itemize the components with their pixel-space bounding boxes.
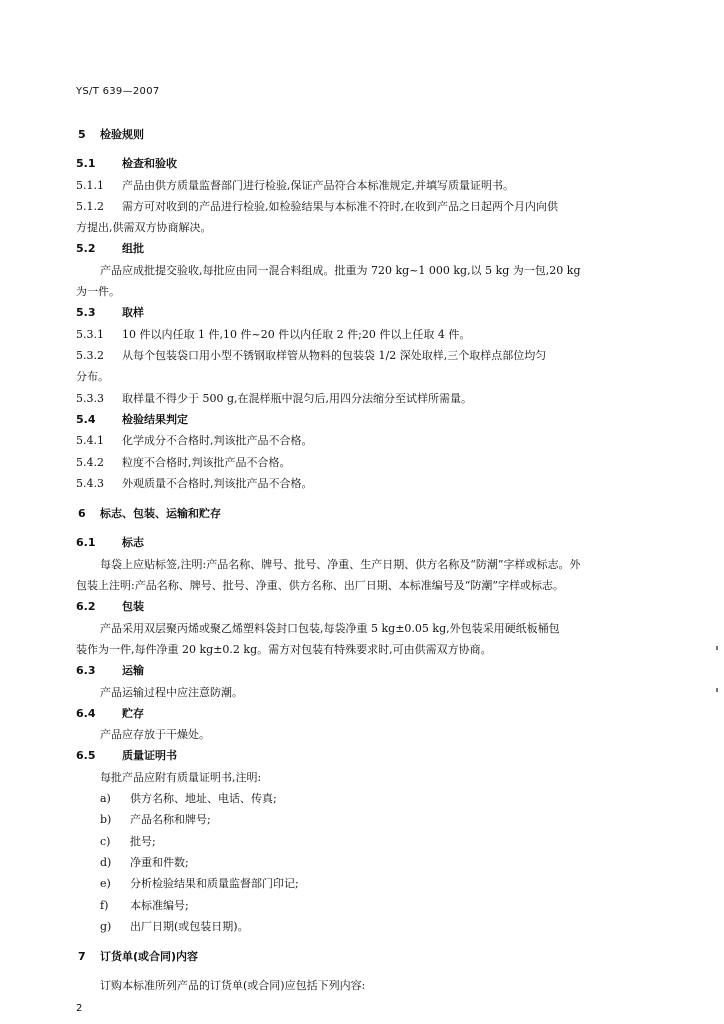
clause-number: 5.3.2 (76, 349, 104, 362)
clause-title: 运输 (122, 664, 144, 677)
clause-title: 检验结果判定 (122, 413, 188, 426)
list-item-text: 出厂日期(或包装日期)。 (130, 920, 249, 933)
section-6-3-heading (76, 665, 144, 676)
list-item-label: f) (100, 899, 109, 912)
clause-text: 粒度不合格时,判该批产品不合格。 (122, 456, 291, 469)
clause-title: 组批 (122, 242, 144, 255)
section-6-5-intro: 每批产品应附有质量证明书,注明: (100, 771, 262, 784)
list-item (100, 836, 156, 847)
clause-text: 从每个包装袋口用小型不锈钢取样管从物料的包装袋 1/2 深处取样,三个取样点部位均匀 (122, 349, 547, 362)
clause-number: 5.2 (76, 242, 96, 255)
clause-text: 外观质量不合格时,判该批产品不合格。 (122, 477, 313, 490)
clause-number: 6.2 (76, 600, 96, 613)
section-title: 检验规则 (100, 128, 144, 141)
section-7-heading (78, 951, 198, 962)
clause-text: 化学成分不合格时,判该批产品不合格。 (122, 434, 313, 447)
clause-5-1-2-continued: 方提出,供需双方协商解决。 (76, 221, 212, 234)
list-item (100, 814, 211, 825)
clause-5-1-1 (76, 180, 514, 191)
section-6-4-text: 产品应存放于干燥处。 (100, 728, 210, 741)
standard-code-header: YS/T 639—2007 (76, 86, 160, 97)
section-number: 5 (78, 128, 86, 141)
section-6-4-heading (76, 708, 144, 719)
list-item-text: 产品名称和牌号; (130, 813, 211, 826)
section-title: 标志、包装、运输和贮存 (100, 507, 221, 520)
clause-number: 5.1 (76, 157, 96, 170)
clause-5-3-1 (76, 329, 470, 340)
section-6-3-text: 产品运输过程中应注意防潮。 (100, 686, 243, 699)
clause-5-3-2 (76, 350, 546, 361)
section-5-2-text: 产品应成批提交验收,每批应由同一混合料组成。批重为 720 kg~1 000 kg,以 5 kg 为一包,20 kg (100, 264, 581, 277)
clause-text: 10 件以内任取 1 件,10 件~20 件以内任取 2 件;20 件以上任取 4 件。 (122, 328, 471, 341)
list-item-text: 净重和件数; (130, 856, 189, 869)
list-item-text: 本标准编号; (130, 899, 189, 912)
clause-number: 5.3.1 (76, 328, 104, 341)
clause-number: 5.4 (76, 413, 96, 426)
section-number: 6 (78, 507, 86, 520)
section-7-text: 订购本标准所列产品的订货单(或合同)应包括下列内容: (100, 979, 366, 992)
clause-number: 5.1.2 (76, 200, 104, 213)
clause-title: 质量证明书 (122, 749, 177, 762)
list-item (100, 857, 189, 868)
clause-number: 6.5 (76, 749, 96, 762)
clause-title: 取样 (122, 306, 144, 319)
list-item (100, 921, 249, 932)
list-item-label: g) (100, 920, 112, 933)
section-6-1-heading (76, 537, 144, 548)
section-5-1-heading (76, 158, 177, 169)
list-item-text: 分析检验结果和质量监督部门印记; (130, 877, 299, 890)
list-item-label: b) (100, 813, 112, 826)
clause-5-1-2 (76, 201, 558, 212)
section-5-3-heading (76, 307, 144, 318)
list-item-text: 供方名称、地址、电话、传真; (130, 792, 277, 805)
section-6-2-text: 产品采用双层聚丙烯或聚乙烯塑料袋封口包装,每袋净重 5 kg±0.05 kg,外包装采用硬纸板桶包 (100, 622, 560, 635)
clause-number: 6.4 (76, 707, 96, 720)
clause-5-4-3 (76, 478, 313, 489)
scan-speck (716, 688, 718, 692)
clause-number: 5.4.3 (76, 477, 104, 490)
clause-5-4-1 (76, 435, 313, 446)
section-6-5-heading (76, 750, 177, 761)
clause-number: 6.1 (76, 536, 96, 549)
section-5-4-heading (76, 414, 188, 425)
clause-5-4-2 (76, 457, 291, 468)
section-6-2-text-continued: 装作为一件,每件净重 20 kg±0.2 kg。需方对包装有特殊要求时,可由供需双方协商。 (76, 643, 492, 656)
section-6-1-text-continued: 包装上注明:产品名称、牌号、批号、净重、供方名称、出厂日期、本标准编号及“防潮”字样或标志。 (76, 579, 564, 592)
clause-title: 标志 (122, 536, 144, 549)
list-item-label: a) (100, 792, 111, 805)
clause-5-3-2-continued: 分布。 (76, 370, 109, 383)
list-item-label: e) (100, 877, 111, 890)
section-6-1-text: 每袋上应贴标签,注明:产品名称、牌号、批号、净重、生产日期、供方名称及“防潮”字样或标志。外 (100, 558, 581, 571)
clause-text: 产品由供方质量监督部门进行检验,保证产品符合本标准规定,并填写质量证明书。 (122, 179, 514, 192)
clause-5-3-3 (76, 393, 472, 404)
page-number: 2 (76, 1003, 83, 1014)
section-6-2-heading (76, 601, 144, 612)
clause-number: 5.1.1 (76, 179, 104, 192)
list-item-label: d) (100, 856, 112, 869)
clause-number: 6.3 (76, 664, 96, 677)
section-5-heading (78, 129, 144, 140)
list-item (100, 900, 189, 911)
list-item (100, 878, 299, 889)
section-title: 订货单(或合同)内容 (100, 950, 199, 963)
clause-number: 5.3.3 (76, 392, 104, 405)
list-item (100, 793, 277, 804)
clause-number: 5.4.2 (76, 456, 104, 469)
clause-title: 包装 (122, 600, 144, 613)
section-6-heading (78, 508, 221, 519)
clause-title: 检查和验收 (122, 157, 177, 170)
clause-number: 5.4.1 (76, 434, 104, 447)
list-item-label: c) (100, 835, 111, 848)
clause-number: 5.3 (76, 306, 96, 319)
list-item-text: 批号; (130, 835, 156, 848)
section-number: 7 (78, 950, 86, 963)
scan-speck (716, 646, 718, 650)
section-5-2-text-continued: 为一件。 (76, 285, 120, 298)
clause-text: 需方可对收到的产品进行检验,如检验结果与本标准不符时,在收到产品之日起两个月内向供 (122, 200, 558, 213)
clause-title: 贮存 (122, 707, 144, 720)
clause-text: 取样量不得少于 500 g,在混样瓶中混匀后,用四分法缩分至试样所需量。 (122, 392, 473, 405)
section-5-2-heading (76, 243, 144, 254)
